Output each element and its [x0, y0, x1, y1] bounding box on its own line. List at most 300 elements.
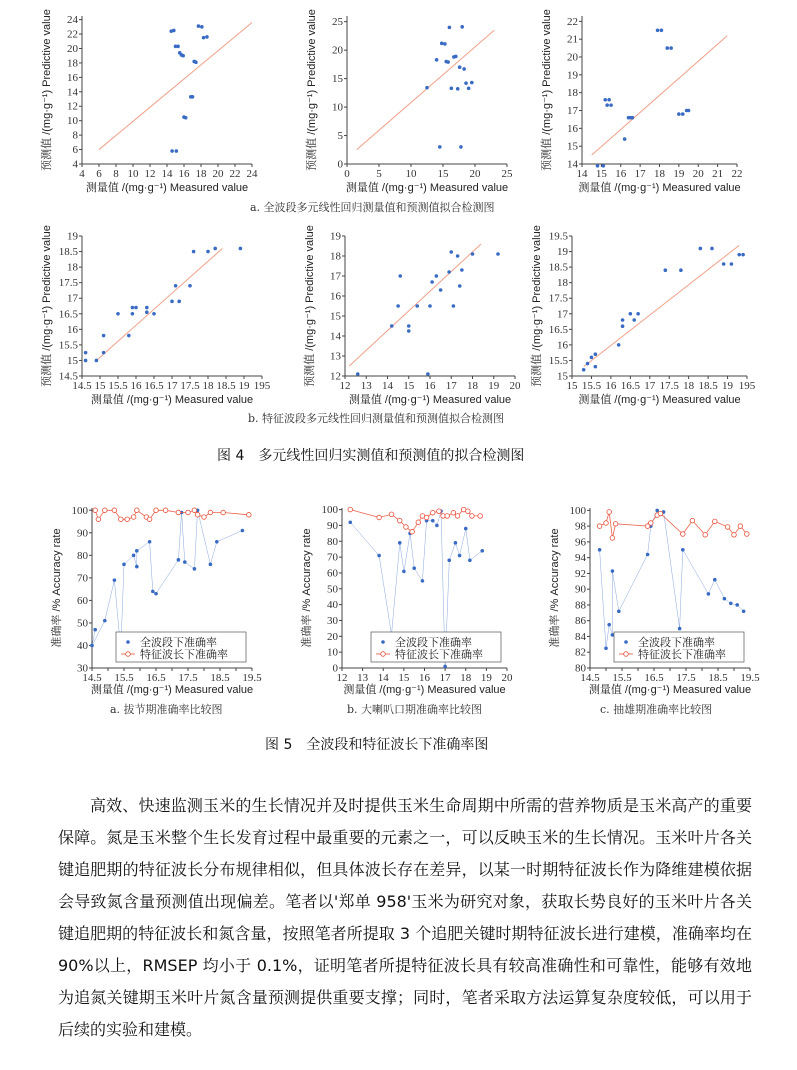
data-point [116, 312, 120, 316]
series-point [598, 548, 602, 552]
y-tick-label: 15.5 [548, 354, 568, 367]
y-tick-label: 16 [67, 71, 78, 84]
x-tick-label: 20 [212, 168, 224, 180]
y-tick-label: 30 [327, 614, 338, 627]
x-tick-label: 195 [253, 380, 271, 392]
data-point [396, 304, 400, 308]
series-point [398, 541, 402, 545]
series-point [221, 510, 226, 515]
x-axis-label: 测量值 /(mg·g⁻¹) Measured value [90, 394, 254, 406]
data-point [177, 300, 181, 304]
fig5-caption-b: b. 大喇叭口期准确率比较图 [347, 703, 483, 716]
y-axis-label: 准确率 /% Accuracy rate [51, 528, 63, 648]
y-tick-label: 15 [67, 354, 78, 367]
data-point [202, 36, 206, 40]
series-point [745, 532, 750, 537]
data-point [741, 253, 745, 257]
legend-marker [126, 640, 130, 644]
series-point [430, 510, 435, 515]
series-point [208, 510, 213, 515]
x-tick-label: 16.5 [620, 380, 640, 392]
fit-line [349, 244, 481, 366]
fig4b1-svg [20, 225, 271, 406]
y-tick-label: 14 [330, 330, 341, 343]
legend-label: 特征波长下准确率 [140, 649, 228, 661]
series-point [735, 603, 739, 607]
data-point [460, 268, 464, 272]
x-tick-label: 19 [488, 380, 500, 392]
y-tick-label: 40 [327, 599, 338, 612]
y-tick-label: 80 [77, 549, 88, 562]
x-tick-label: 17 [445, 380, 457, 392]
y-tick-label: 90 [327, 519, 338, 532]
data-point [131, 312, 135, 316]
series-point [90, 644, 94, 648]
series-point [466, 509, 471, 514]
y-tick-label: 17.5 [548, 292, 568, 305]
y-tick-label: 20 [67, 42, 78, 55]
fig5b-chart [280, 500, 515, 696]
x-tick-label: 5 [376, 168, 382, 180]
data-point [213, 247, 217, 251]
y-tick-label: 96 [575, 536, 586, 549]
data-point [174, 284, 178, 288]
data-point [621, 318, 625, 322]
data-point [496, 252, 500, 256]
y-tick-label: 17 [557, 308, 568, 321]
data-point [191, 95, 195, 99]
x-tick-label: 14 [382, 380, 393, 392]
x-tick-label: 16.5 [144, 380, 164, 392]
x-tick-label: 14 [377, 672, 389, 684]
data-point [470, 81, 474, 85]
series-point [163, 508, 168, 513]
series-point [607, 623, 611, 627]
data-point [687, 109, 691, 113]
y-tick-label: 60 [327, 567, 338, 580]
y-tick-label: 22 [567, 15, 578, 28]
data-point [407, 329, 411, 333]
x-tick-label: 19.5 [242, 672, 262, 684]
data-point [458, 284, 462, 288]
x-tick-label: 12 [339, 380, 351, 392]
data-point [590, 356, 594, 360]
y-tick-label: 5 [337, 130, 343, 143]
series-point [713, 578, 717, 582]
fig5a-svg [30, 500, 260, 696]
data-point [454, 55, 458, 59]
data-point [669, 46, 673, 50]
fig4a3-svg [520, 8, 745, 194]
x-tick-label: 15 [566, 380, 578, 392]
x-tick-label: 16 [605, 380, 617, 392]
data-point [722, 262, 726, 266]
x-tick-label: 16 [130, 380, 142, 392]
x-tick-label: 15 [403, 380, 415, 392]
x-tick-label: 14.5 [580, 672, 600, 684]
y-tick-label: 15 [567, 140, 578, 153]
x-tick-label: 14.5 [82, 672, 102, 684]
y-axis-label: 准确率 /% Accuracy rate [301, 528, 313, 648]
series-point [348, 507, 353, 512]
x-tick-label: 15 [398, 672, 410, 684]
series-point [610, 536, 615, 541]
x-tick-label: 15 [94, 380, 106, 392]
x-tick-label: 13 [357, 672, 369, 684]
data-point [629, 312, 633, 316]
y-tick-label: 18.5 [58, 246, 78, 259]
series-point [421, 579, 425, 583]
series-point [125, 517, 130, 522]
fig5a-chart [30, 500, 260, 696]
x-tick-label: 21 [712, 168, 724, 180]
series-point [424, 515, 429, 520]
y-tick-label: 15 [557, 370, 568, 383]
series-point [148, 540, 152, 544]
x-tick-label: 14 [161, 168, 173, 180]
x-tick-label: 17 [644, 380, 656, 392]
y-tick-label: 20 [332, 44, 343, 57]
data-point [197, 24, 201, 28]
series-point [451, 510, 456, 515]
x-tick-label: 13 [360, 380, 372, 392]
x-tick-label: 15.5 [114, 672, 134, 684]
y-axis-label: 预测值 /(mg·g⁻¹) Predictive value [541, 9, 553, 171]
data-point [664, 268, 668, 272]
y-axis-label: 预测值 /(mg·g⁻¹) Predictive value [41, 9, 53, 171]
y-tick-label: 16 [67, 323, 78, 336]
fig4a2-svg [285, 8, 515, 194]
y-tick-label: 14.5 [58, 370, 78, 383]
series-point [193, 567, 197, 571]
y-tick-label: 80 [575, 662, 586, 675]
x-tick-label: 17.5 [180, 380, 200, 392]
y-tick-label: 70 [77, 572, 88, 585]
series-point [404, 525, 409, 530]
series-point [412, 566, 416, 570]
x-tick-label: 18.5 [210, 672, 230, 684]
y-tick-label: 50 [327, 583, 338, 596]
y-tick-label: 50 [77, 617, 88, 630]
y-tick-label: 98 [575, 520, 586, 533]
data-point [184, 116, 188, 120]
data-point [443, 42, 447, 46]
x-axis-label: 测量值 /(mg·g⁻¹) Measured value [588, 684, 752, 696]
x-tick-label: 195 [738, 380, 756, 392]
x-tick-label: 18 [683, 380, 695, 392]
fit-line [99, 22, 252, 149]
y-tick-label: 17 [567, 105, 578, 118]
data-point [95, 359, 99, 363]
y-axis-label: 准确率 /% Accuracy rate [549, 528, 561, 648]
x-tick-label: 18.5 [216, 380, 236, 392]
data-point [467, 86, 471, 90]
series-point [389, 512, 394, 517]
series-line [600, 512, 747, 538]
y-tick-label: 16 [567, 122, 578, 135]
x-tick-label: 17.5 [676, 672, 696, 684]
y-axis-label: 预测值 /(mg·g⁻¹) Predictive value [304, 225, 316, 387]
data-point [84, 359, 88, 363]
x-tick-label: 15.5 [108, 380, 128, 392]
data-point [617, 343, 621, 347]
series-point [649, 521, 654, 526]
fit-line [592, 36, 728, 155]
data-point [730, 262, 734, 266]
series-point [435, 524, 439, 528]
series-point [464, 527, 468, 531]
x-axis-label: 测量值 /(mg·g⁻¹) Measured value [90, 684, 254, 696]
y-tick-label: 18 [67, 261, 78, 274]
data-point [170, 300, 174, 304]
series-point [658, 511, 663, 516]
series-point [103, 619, 107, 623]
data-point [632, 318, 636, 322]
y-tick-label: 0 [337, 158, 343, 171]
data-point [415, 304, 419, 308]
y-tick-label: 18 [557, 277, 568, 290]
y-tick-label: 19 [557, 246, 568, 259]
x-axis-label: 测量值 /(mg·g⁻¹) Measured value [578, 394, 741, 406]
data-point [127, 334, 131, 338]
series-point [723, 597, 727, 601]
x-tick-label: 16 [424, 380, 436, 392]
series-point [192, 508, 197, 513]
y-tick-label: 8 [72, 129, 78, 142]
series-point [135, 549, 139, 553]
data-point [665, 46, 669, 50]
data-point [596, 164, 600, 168]
data-point [440, 42, 444, 46]
data-point [206, 250, 210, 254]
data-point [636, 312, 640, 316]
y-tick-label: 94 [575, 552, 586, 565]
data-point [605, 103, 609, 107]
data-point [623, 137, 627, 141]
series-point [397, 518, 402, 523]
data-point [609, 103, 613, 107]
data-point [175, 149, 179, 153]
series-line [350, 510, 480, 532]
y-tick-label: 16 [557, 339, 568, 352]
series-point [410, 529, 415, 534]
x-tick-label: 16 [419, 672, 430, 684]
series-point [241, 529, 245, 533]
series-point [725, 525, 730, 530]
x-axis-label: 测量值 /(mg·g⁻¹) Measured value [343, 684, 506, 696]
series-point [470, 514, 475, 519]
series-point [437, 509, 442, 514]
series-point [93, 628, 97, 632]
x-tick-label: 20 [469, 168, 481, 180]
fig4a1-svg [20, 8, 260, 194]
fit-line [584, 245, 740, 366]
y-tick-label: 4 [72, 158, 78, 171]
x-tick-label: 17.5 [178, 672, 198, 684]
x-axis-label: 测量值 /(mg·g⁻¹) Measured value [85, 182, 249, 194]
fig4-caption-b: b. 特征波段多元线性回归测量值和预测值拟合检测图 [248, 412, 505, 425]
x-tick-label: 15 [595, 168, 607, 180]
data-point [471, 252, 475, 256]
y-tick-label: 14 [67, 86, 78, 99]
x-tick-label: 12 [336, 672, 348, 684]
x-tick-label: 22 [229, 168, 241, 180]
y-tick-label: 10 [332, 101, 343, 114]
x-tick-label: 16 [615, 168, 627, 180]
data-point [710, 247, 714, 251]
data-point [188, 284, 192, 288]
legend-marker [624, 640, 628, 644]
data-point [102, 334, 106, 338]
y-tick-label: 86 [575, 615, 586, 628]
series-point [468, 558, 472, 562]
series-point [202, 515, 207, 520]
data-point [430, 280, 434, 284]
y-tick-label: 10 [327, 646, 338, 659]
series-point [135, 508, 140, 513]
data-point [456, 87, 460, 91]
data-point [194, 60, 198, 64]
series-point [195, 512, 200, 517]
series-point [96, 517, 101, 522]
x-tick-label: 16.5 [146, 672, 166, 684]
data-point [679, 268, 683, 272]
x-tick-label: 17.5 [659, 380, 679, 392]
fig5c-chart [528, 500, 758, 696]
series-point [738, 524, 743, 529]
fig4b1-chart [20, 225, 271, 406]
data-point [449, 250, 453, 254]
y-tick-label: 18.5 [548, 261, 568, 274]
y-tick-label: 100 [569, 504, 586, 517]
data-point [594, 365, 598, 369]
data-point [200, 25, 204, 29]
data-point [435, 274, 439, 278]
series-point [154, 592, 158, 596]
data-point [737, 253, 741, 257]
data-point [660, 28, 664, 32]
legend-marker [381, 640, 385, 644]
y-tick-label: 88 [575, 599, 586, 612]
legend-label: 全波段下准确率 [140, 637, 217, 649]
series-point [611, 569, 615, 573]
y-tick-label: 17.5 [58, 277, 78, 290]
series-point [348, 520, 352, 524]
series-point [215, 540, 219, 544]
data-point [656, 28, 660, 32]
series-point [646, 553, 650, 557]
data-point [621, 324, 625, 328]
y-tick-label: 90 [77, 527, 88, 540]
y-tick-label: 100 [71, 504, 88, 517]
data-point [145, 306, 149, 310]
x-tick-label: 12 [144, 168, 156, 180]
data-point [428, 304, 432, 308]
x-axis-label: 测量值 /(mg·g⁻¹) Measured value [578, 182, 741, 194]
series-point [690, 518, 695, 523]
data-point [446, 60, 450, 64]
series-point [443, 665, 447, 669]
data-point [677, 112, 681, 116]
y-tick-label: 30 [77, 662, 88, 675]
data-point [239, 247, 243, 251]
y-tick-label: 22 [67, 28, 78, 41]
y-axis-label: 预测值 /(mg·g⁻¹) Predictive value [531, 225, 543, 387]
fig4b3-chart [510, 225, 756, 406]
y-tick-label: 20 [567, 51, 578, 64]
x-tick-label: 15 [437, 168, 449, 180]
y-tick-label: 16.5 [548, 323, 568, 336]
series-point [176, 510, 181, 515]
data-point [134, 306, 138, 310]
data-point [448, 26, 452, 30]
data-point [607, 98, 611, 102]
data-point [407, 324, 411, 328]
data-point [390, 324, 394, 328]
data-point [435, 58, 439, 62]
series-point [707, 592, 711, 596]
series-point [377, 554, 381, 558]
series-point [742, 609, 746, 613]
series-point [454, 541, 458, 545]
x-tick-label: 19 [673, 168, 685, 180]
data-point [439, 288, 443, 292]
y-tick-label: 40 [77, 639, 88, 652]
fig4a1-chart [20, 8, 260, 194]
y-tick-label: 14 [567, 158, 578, 171]
y-tick-label: 17 [330, 270, 341, 283]
fig5-caption-a: a. 拔节期准确率比较图 [110, 703, 223, 716]
data-point [450, 86, 454, 90]
y-axis-label: 预测值 /(mg·g⁻¹) Predictive value [306, 9, 318, 171]
x-tick-label: 25 [501, 168, 513, 180]
data-point [602, 164, 606, 168]
fig4b3-svg [510, 225, 756, 406]
data-point [205, 35, 209, 39]
y-tick-label: 19.5 [548, 230, 568, 243]
series-point [122, 563, 126, 567]
series-point [617, 609, 621, 613]
y-tick-label: 70 [327, 551, 338, 564]
x-tick-label: 17 [634, 168, 646, 180]
series-point [678, 627, 682, 631]
x-tick-label: 19.5 [740, 672, 760, 684]
x-tick-label: 20 [501, 672, 513, 684]
x-tick-label: 17 [439, 672, 451, 684]
x-tick-label: 14.5 [72, 380, 92, 392]
series-point [247, 512, 252, 517]
y-tick-label: 15 [330, 310, 341, 323]
data-point [460, 25, 464, 29]
fig5-caption-c: c. 抽雄期准确率比较图 [600, 703, 713, 716]
data-point [594, 352, 598, 356]
y-tick-label: 21 [567, 33, 578, 46]
y-tick-label: 0 [332, 662, 338, 675]
series-point [458, 554, 462, 558]
fig4-title: 图 4 多元线性回归实测值和预测值的拟合检测图 [217, 448, 525, 464]
x-tick-label: 20 [509, 380, 521, 392]
x-tick-label: 17 [166, 380, 178, 392]
x-tick-label: 0 [344, 168, 350, 180]
series-point [713, 519, 718, 524]
series-point [703, 532, 708, 537]
series-point [209, 563, 213, 567]
x-tick-label: 15.5 [581, 380, 602, 392]
legend-marker [126, 652, 131, 657]
series-point [613, 521, 618, 526]
x-axis-label: 测量值 /(mg·g⁻¹) Measured value [345, 182, 509, 194]
series-point [604, 646, 608, 650]
